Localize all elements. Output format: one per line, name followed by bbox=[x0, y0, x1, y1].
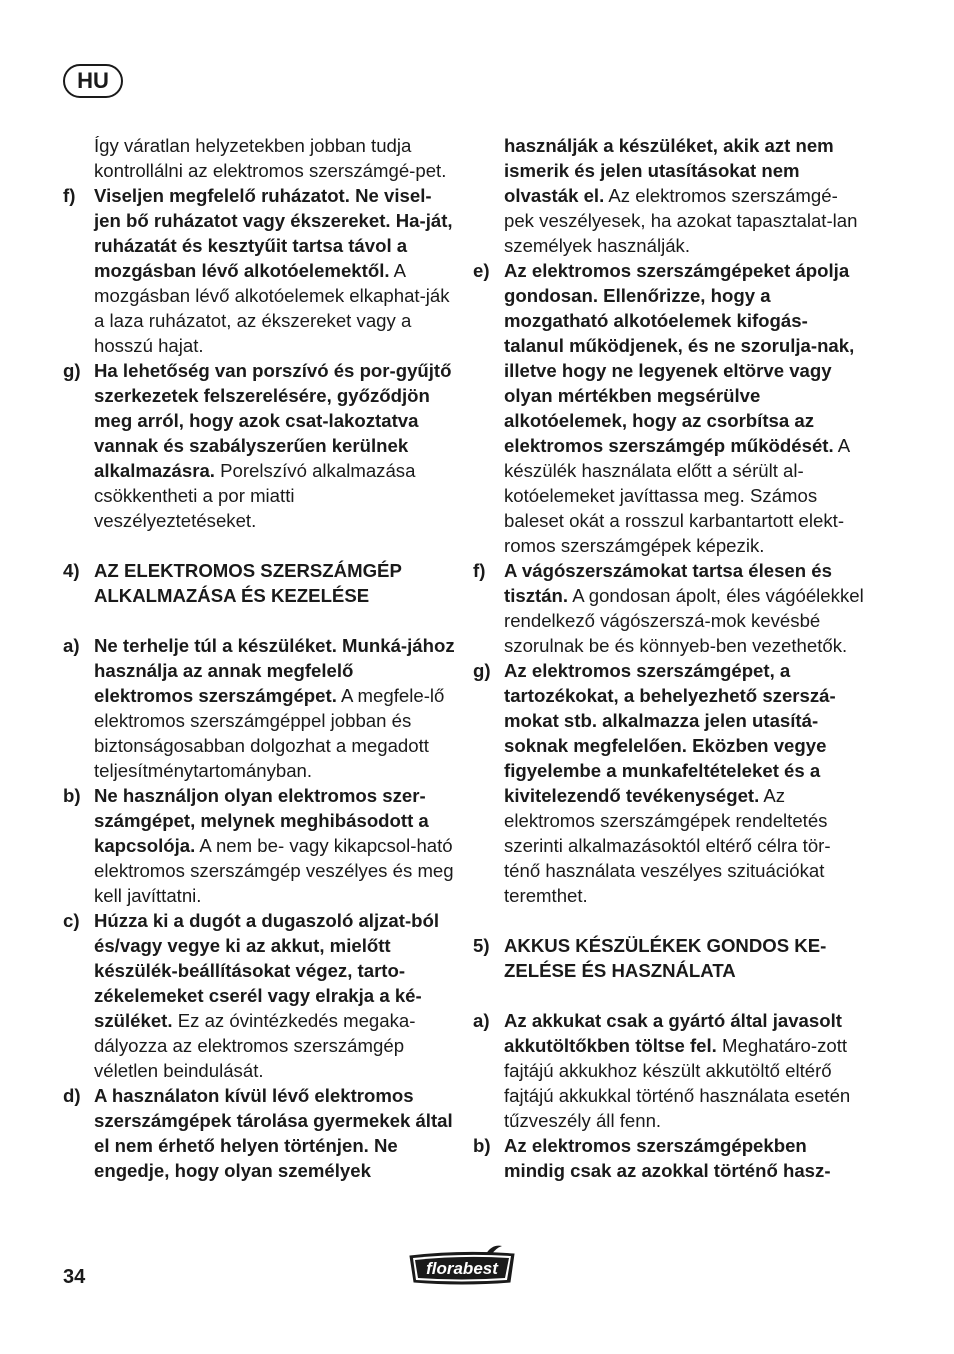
section-number: 5) bbox=[473, 935, 490, 956]
list-item-g bbox=[473, 658, 865, 908]
item-text: A mozgásban lévő alkotóelemek elkaphat-ják a laza ruházatot, az ékszereket vagy a hosszú hajat. bbox=[94, 260, 450, 356]
list-label: e) bbox=[473, 260, 490, 281]
section-title: AZ ELEKTROMOS SZERSZÁMGÉP ALKALMAZÁSA ÉS KEZELÉSE bbox=[94, 560, 402, 606]
section-heading-4 bbox=[63, 558, 455, 608]
list-label: f) bbox=[473, 560, 486, 581]
list-item-a bbox=[473, 1008, 865, 1133]
item-text: Az elektromos szerszámgépek rendeltetés szerinti alkalmazásoktól eltérő célra tör-ténő használata veszélyes szituációkat teremthet. bbox=[504, 785, 831, 906]
item-text: Porelszívó alkalmazása csökkentheti a por miatti veszélyeztetéseket. bbox=[94, 460, 416, 531]
item-bold-text: használják a készüléket, akik azt nem ismerik és jelen utasításokat nem olvasták el. bbox=[504, 135, 834, 206]
page-number: 34 bbox=[63, 1266, 86, 1288]
list-item-e bbox=[473, 258, 865, 558]
list-label: c) bbox=[63, 910, 80, 931]
section-number: 4) bbox=[63, 560, 80, 581]
item-text: Ez az óvintézkedés megaka-dályozza az elektromos szerszámgép véletlen beindulását. bbox=[94, 1010, 416, 1081]
item-text: Meghatáro-zott fajtájú akkukhoz készült akkutöltő eltérő fajtájú akkukkal történő használata esetén tűzveszély áll fenn. bbox=[504, 1035, 851, 1131]
continued-paragraph bbox=[473, 133, 865, 258]
left-column bbox=[63, 133, 455, 1183]
item-text: A gondosan ápolt, éles vágóélekkel rendelkező vágószerszá-mok kevésbé szorulnak be és könnyeb-ben vezethetők. bbox=[504, 585, 864, 656]
logo-text: florabest bbox=[426, 1259, 498, 1278]
list-item-b bbox=[473, 1133, 865, 1183]
list-label: d) bbox=[63, 1085, 81, 1106]
list-label: b) bbox=[473, 1135, 491, 1156]
item-bold-text: Ne terhelje túl a készüléket. Munká-jához használja az annak megfelelő elektromos szerszámgépet. bbox=[94, 635, 455, 706]
item-bold-text: Húzza ki a dugót a dugaszoló aljzat-ból és/vagy vegye ki az akkut, mielőtt készülék-beállításokat végez, tarto-zékelemeket cserél vagy elrakja a ké-szüléket. bbox=[94, 910, 440, 1031]
item-bold-text: Ha lehetőség van porszívó és por-gyűjtő szerkezetek felszerelésére, győződjön meg arról, hogy azok csat-lakoztatva vannak és szabályszerűen kerülnek alkalmazásra. bbox=[94, 360, 452, 481]
list-item-d bbox=[63, 1083, 455, 1183]
right-column bbox=[473, 133, 865, 1183]
item-text: Az elektromos szerszámgé-pek veszélyesek, ha azokat tapasztalat-lan személyek használják. bbox=[504, 185, 858, 256]
item-text: A nem be- vagy kikapcsol-ható elektromos szerszámgép veszélyes és meg kell javíttatni. bbox=[94, 835, 454, 906]
florabest-logo bbox=[406, 1244, 518, 1290]
item-bold-text: Az elektromos szerszámgépeket ápolja gondosan. Ellenőrizze, hogy a mozgatható alkotóelemek kifogás-talanul működjenek, és ne szorulja-nak, illetve hogy ne legyenek eltörve vagy olyan mértékben megsérülve alkotóelemek, hogy az csorbítsa az elektromos szerszámgép működését. bbox=[504, 260, 855, 456]
section-heading-5 bbox=[473, 933, 865, 983]
list-label: b) bbox=[63, 785, 81, 806]
item-bold-text: A használaton kívül lévő elektromos szerszámgépek tárolása gyermekek által el nem érhető helyen történjen. Ne engedje, hogy olyan személyek bbox=[94, 1085, 453, 1181]
list-label: a) bbox=[473, 1010, 490, 1031]
item-bold-text: A vágószerszámokat tartsa élesen és tisztán. bbox=[504, 560, 832, 606]
list-item-f bbox=[473, 558, 865, 658]
list-item-a bbox=[63, 633, 455, 783]
language-badge: HU bbox=[63, 64, 123, 98]
list-label: f) bbox=[63, 185, 76, 206]
section-title: AKKUS KÉSZÜLÉKEK GONDOS KE-ZELÉSE ÉS HASZNÁLATA bbox=[504, 935, 827, 981]
item-bold-text: Az elektromos szerszámgépet, a tartozékokat, a behelyezhető szerszá-mokat stb. alkalmazza jelen utasítá-soknak megfelelően. Eközben vegye figyelembe a munkafeltételeket és a kivitelezendő tevékenységet. bbox=[504, 660, 836, 806]
intro-paragraph: Így váratlan helyzetekben jobban tudja kontrollálni az elektromos szerszámgé-pet. bbox=[94, 135, 447, 181]
list-label: a) bbox=[63, 635, 80, 656]
item-bold-text: Az akkukat csak a gyártó által javasolt akkutöltőkben töltse fel. bbox=[504, 1010, 842, 1056]
item-bold-text: Ne használjon olyan elektromos szer-számgépet, melynek meghibásodott a kapcsolója. bbox=[94, 785, 429, 856]
list-label: g) bbox=[473, 660, 491, 681]
item-bold-text: Viseljen megfelelő ruházatot. Ne visel-jen bő ruházatot vagy ékszereket. Ha-ját, ruházatát és kesztyűit tartsa távol a mozgásban lévő alkotóelemektől. bbox=[94, 185, 453, 281]
list-item-f bbox=[63, 183, 455, 358]
item-text: A készülék használata előtt a sérült al-kotóelemeket javíttassa meg. Számos baleset okát a rosszul karbantartott elekt-romos szerszámgépek képezik. bbox=[504, 435, 850, 556]
item-bold-text: Az elektromos szerszámgépekben mindig csak az azokkal történő hasz- bbox=[504, 1135, 831, 1181]
list-label: g) bbox=[63, 360, 81, 381]
list-item-c bbox=[63, 908, 455, 1083]
item-text: A megfele-lő elektromos szerszámgéppel jobban és biztonságosabban dolgozhat a megadott teljesítménytartományban. bbox=[94, 685, 445, 781]
list-item-b bbox=[63, 783, 455, 908]
list-item-g bbox=[63, 358, 455, 533]
